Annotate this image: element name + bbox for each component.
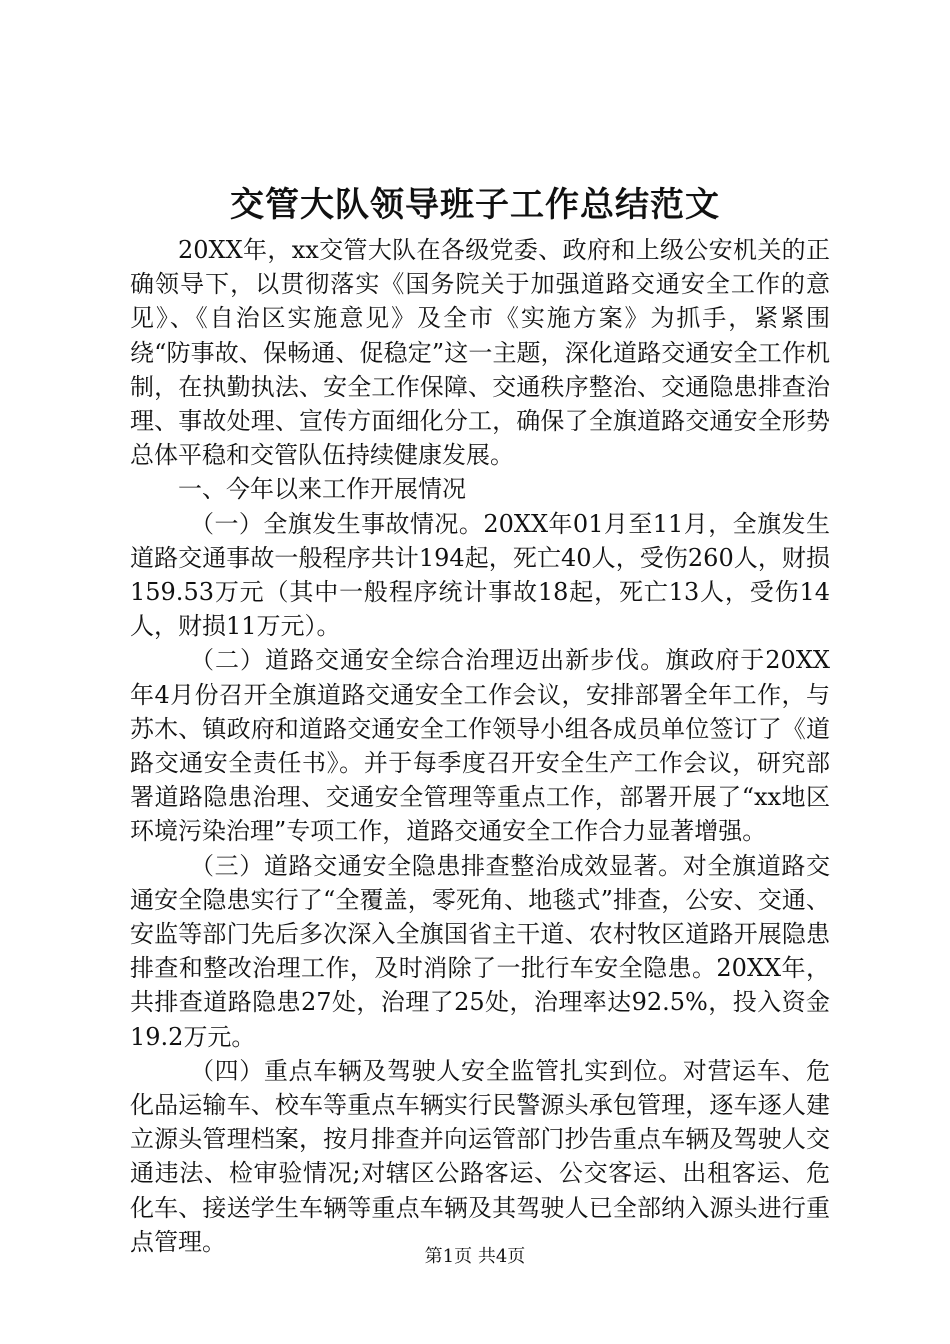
intro-paragraph: 20XX年，xx交管大队在各级党委、政府和上级公安机关的正确领导下，以贯彻落实《国务院关于加强道路交通安全工作的意见》、《自治区实施意见》及全市《实施方案》为抓手，紧紧围绕“防事故、保畅通、促稳定”这一主题，深化道路交通安全工作机制，在执勤执法、安全工作保障、交通秩序整治、交通隐患排查治理、事故处理、宣传方面细化分工，确保了全旗道路交通安全形势总体平稳和交管队伍持续健康发展。 [130,236,830,470]
section-heading: 一、今年以来工作开展情况 [178,475,466,504]
document-title: 交管大队领导班子工作总结范文 [230,185,720,225]
paragraph-governance: （二）道路交通安全综合治理迈出新步伐。旗政府于20XX年4月份召开全旗道路交通安全工作会议，安排部署全年工作，与苏木、镇政府和道路交通安全工作领导小组各成员单位签订了《道路交通安全责任书》。并于每季度召开安全生产工作会议，研究部署道路隐患治理、交通安全管理等重点工作，部署开展了“xx地区环境污染治理”专项工作，道路交通安全工作合力显著增强。 [130,646,830,846]
paragraph-accidents: （一）全旗发生事故情况。20XX年01月至11月，全旗发生道路交通事故一般程序共计194起，死亡40人，受伤260人，财损159.53万元（其中一般程序统计事故18起，死亡13人，受伤14人，财损11万元）。 [130,509,830,641]
paragraph-vehicles: （四）重点车辆及驾驶人安全监管扎实到位。对营运车、危化品运输车、校车等重点车辆实行民警源头承包管理，逐车逐人建立源头管理档案，按月排查并向运管部门抄告重点车辆及驾驶人交通违法、检审验情况;对辖区公路客运、公交客运、出租客运、危化车、接送学生车辆等重点车辆及其驾驶人已全部纳入源头进行重点管理。 [130,1056,830,1256]
paragraph-hazards: （三）道路交通安全隐患排查整治成效显著。对全旗道路交通安全隐患实行了“全覆盖，零死角、地毯式”排查，公安、交通、安监等部门先后多次深入全旗国省主干道、农村牧区道路开展隐患排查和整改治理工作，及时消除了一批行车安全隐患。20XX年，共排查道路隐患27处，治理了25处，治理率达92.5%，投入资金19.2万元。 [130,851,830,1051]
page-number: 第1页 共4页 [424,1246,526,1267]
document-body [130,233,830,1259]
